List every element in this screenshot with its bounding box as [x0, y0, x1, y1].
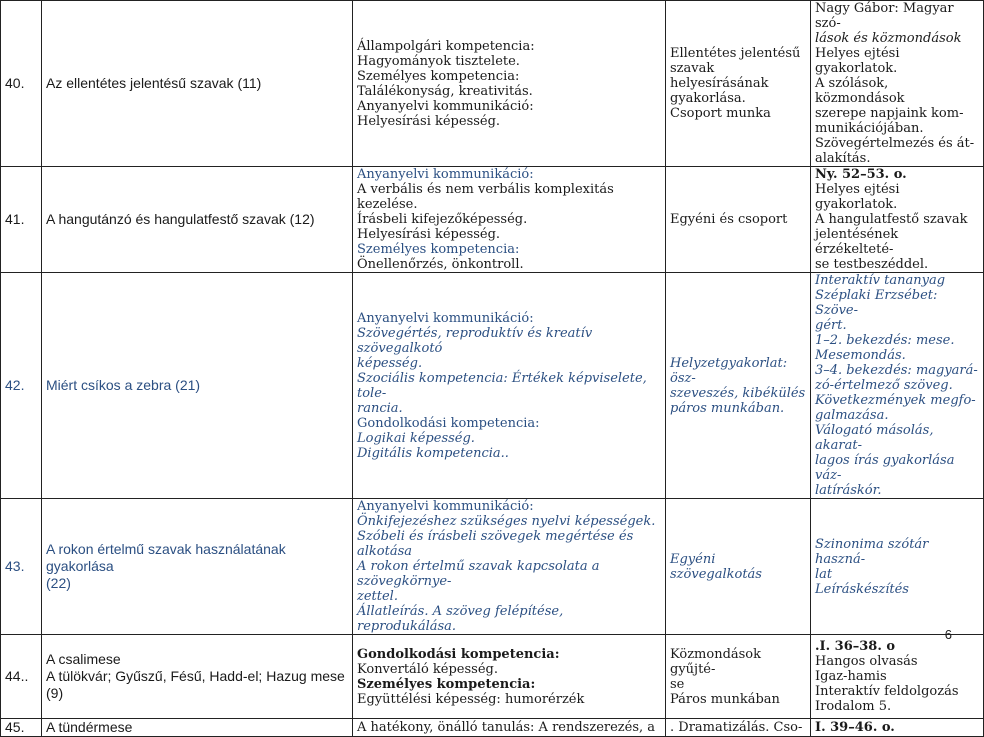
tools-line: I. 39–46. o.: [815, 720, 895, 735]
comp-line: Gondolkodási kompetencia:: [357, 646, 560, 662]
table-row: [1, 1, 984, 167]
lesson-number: 43.: [1, 499, 42, 635]
method-line: Csoport munka: [670, 106, 771, 121]
lesson-title: [42, 499, 353, 635]
tools-line: Következmények megfo-: [815, 393, 976, 408]
tools-line: A szólások, közmondások: [815, 76, 905, 106]
tools-cell: [811, 499, 984, 635]
tools-cell: [811, 635, 984, 719]
comp-line: Hagyományok tisztelete.: [357, 53, 520, 69]
competencies-cell: [353, 167, 666, 273]
tools-cell: [811, 167, 984, 273]
lesson-title: Az ellentétes jelentésű szavak (11): [42, 1, 353, 167]
table-row: [1, 635, 984, 719]
tools-line: Mesemondás.: [815, 348, 906, 363]
tools-line: Igaz-hamis: [815, 669, 887, 684]
method-line: se: [670, 676, 685, 692]
page-number: 6: [944, 627, 952, 642]
comp-line: Anyanyelvi kommunikáció:: [357, 499, 534, 514]
method-line: Helyzetgyakorlat: ösz-: [670, 355, 788, 386]
tools-line: A hangulatfestő szavak: [815, 212, 968, 227]
tools-line: Nagy Gábor: Magyar szó-: [815, 1, 954, 31]
comp-line: zettel.: [357, 589, 398, 604]
comp-line: Önellenőrzés, önkontroll.: [357, 257, 524, 272]
tools-line: Interaktív feldolgozás: [815, 684, 959, 699]
method-line: páros munkában.: [670, 400, 785, 416]
tools-line: Ny. 52–53. o.: [815, 167, 907, 182]
tools-line: lagos írás gyakorlása váz-: [815, 453, 955, 483]
comp-line: Szociális kompetencia: Értékek képviselete, tole-: [357, 370, 647, 401]
method-cell: [666, 499, 811, 635]
comp-line: A hatékony, önálló tanulás: A rendszerezés, a: [357, 720, 656, 735]
tools-line: Szinonima szótár haszná-: [815, 536, 929, 567]
competencies-cell: [353, 635, 666, 719]
tools-line: munikációjában.: [815, 121, 924, 136]
tools-line: 1–2. bekezdés: mese.: [815, 333, 955, 348]
method-line: Páros munkában: [670, 691, 780, 707]
comp-line: Írásbeli kifejezőképesség.: [357, 212, 528, 227]
comp-line: rancia.: [357, 400, 403, 416]
comp-line: Helyesírási képesség.: [357, 227, 501, 242]
comp-line: Személyes kompetencia:: [357, 68, 520, 84]
method-cell: [666, 167, 811, 273]
comp-line: Digitális kompetencia..: [357, 445, 509, 461]
tools-line: Interaktív tananyag: [815, 273, 946, 288]
comp-line: Gondolkodási kompetencia:: [357, 415, 540, 431]
tools-line: Válogató másolás, akarat-: [815, 423, 934, 453]
competencies-cell: [353, 719, 666, 737]
method-cell: [666, 719, 811, 737]
lesson-title-line: A rokon értelmű szavak használatának gyakorlása: [46, 541, 286, 574]
tools-cell: [811, 719, 984, 737]
lesson-number: 40.: [1, 1, 42, 167]
method-line: szeveszés, kibékülés: [670, 385, 806, 401]
tools-line: alakítás.: [815, 151, 871, 166]
tools-line: se testbeszéddel.: [815, 257, 929, 272]
comp-line: Állampolgári kompetencia:: [357, 38, 535, 54]
table-row: [1, 273, 984, 499]
comp-line: Logikai képesség.: [357, 430, 475, 446]
tools-line: Széplaki Erzsébet: Szöve-: [815, 288, 938, 318]
comp-line: Személyes kompetencia:: [357, 676, 536, 692]
lesson-number: 41.: [1, 167, 42, 273]
comp-line: Anyanyelvi kommunikáció:: [357, 98, 534, 114]
comp-line: Állatleírás. A szöveg felépítése, reprodukálása.: [357, 604, 564, 634]
competencies-cell: [353, 1, 666, 167]
competencies-cell: [353, 273, 666, 499]
comp-line: Anyanyelvi kommunikáció:: [357, 167, 534, 182]
comp-line: A verbális és nem verbális komplexitás kezelése.: [357, 182, 614, 212]
lesson-title: A hangutánzó és hangulatfestő szavak (12): [42, 167, 353, 273]
comp-line: Önkifejezéshez szükséges nyelvi képességek.: [357, 514, 656, 529]
tools-line: galmazása.: [815, 408, 889, 423]
tools-line: 3–4. bekezdés: magyará-: [815, 363, 978, 378]
comp-line: Szóbeli és írásbeli szövegek megértése és alkotása: [357, 529, 634, 559]
comp-line: Találékonyság, kreativitás.: [357, 83, 533, 99]
method-line: . Dramatizálás. Cso-: [670, 720, 803, 735]
tools-line: .I. 36–38. o: [815, 639, 896, 654]
comp-line: Személyes kompetencia:: [357, 242, 520, 257]
tools-line: Hangos olvasás: [815, 654, 918, 669]
tools-line: latíráskór.: [815, 483, 882, 498]
method-line: gyakorlása.: [670, 91, 746, 106]
tools-line: Irodalom 5.: [815, 699, 892, 714]
method-cell: [666, 635, 811, 719]
tools-line: szerepe napjaink kom-: [815, 106, 964, 121]
tools-line: Leíráskészítés: [815, 581, 909, 597]
comp-line: Helyesírási képesség.: [357, 113, 501, 129]
method-line: Ellentétes jelentésű: [670, 46, 801, 61]
tools-line: lat: [815, 566, 833, 582]
comp-line: Együttélési képesség: humorérzék: [357, 691, 585, 707]
tools-cell: [811, 273, 984, 499]
method-cell: [666, 1, 811, 167]
tools-line: Szövegértelmezés és át-: [815, 136, 975, 151]
lesson-number: 44..: [1, 635, 42, 719]
comp-line: Szövegértés, reproduktív és kreatív szövegalkotó: [357, 325, 593, 356]
tools-line: Helyes ejtési gyakorlatok.: [815, 182, 900, 212]
tools-line: zó-értelmező szöveg.: [815, 378, 953, 393]
method-line: Egyéni szövegalkotás: [670, 551, 762, 582]
table-row: [1, 167, 984, 273]
table-row: [1, 719, 984, 737]
lesson-number: 42.: [1, 273, 42, 499]
table-row: [1, 499, 984, 635]
lesson-title-line: (22): [46, 575, 71, 591]
comp-line: képesség.: [357, 355, 423, 371]
tools-line: gért.: [815, 318, 847, 333]
method-line: szavak helyesírásának: [670, 61, 769, 91]
lesson-title: A tündérmese: [42, 719, 353, 737]
lesson-title: [42, 635, 353, 719]
tools-line: Helyes ejtési gyakorlatok.: [815, 46, 900, 76]
comp-line: Anyanyelvi kommunikáció:: [357, 310, 534, 326]
tools-cell: [811, 1, 984, 167]
lesson-title-line: A csalimese: [46, 651, 121, 667]
lesson-title: Miért csíkos a zebra (21): [42, 273, 353, 499]
comp-line: A rokon értelmű szavak kapcsolata a szövegkörnye-: [357, 559, 600, 589]
lesson-number: 45.: [1, 719, 42, 737]
comp-line: Konvertáló képesség.: [357, 661, 498, 677]
tools-line: jelentésének érzékelteté-: [815, 227, 899, 257]
method-line: Közmondások gyűjté-: [670, 646, 762, 677]
method-cell: [666, 273, 811, 499]
tools-line: lások és közmondások: [815, 31, 962, 46]
competencies-cell: [353, 499, 666, 635]
method-line: Egyéni és csoport: [670, 212, 788, 227]
lesson-title-line: A tülökvár; Gyűszű, Fésű, Hadd-el; Hazug mese (9): [46, 668, 345, 701]
